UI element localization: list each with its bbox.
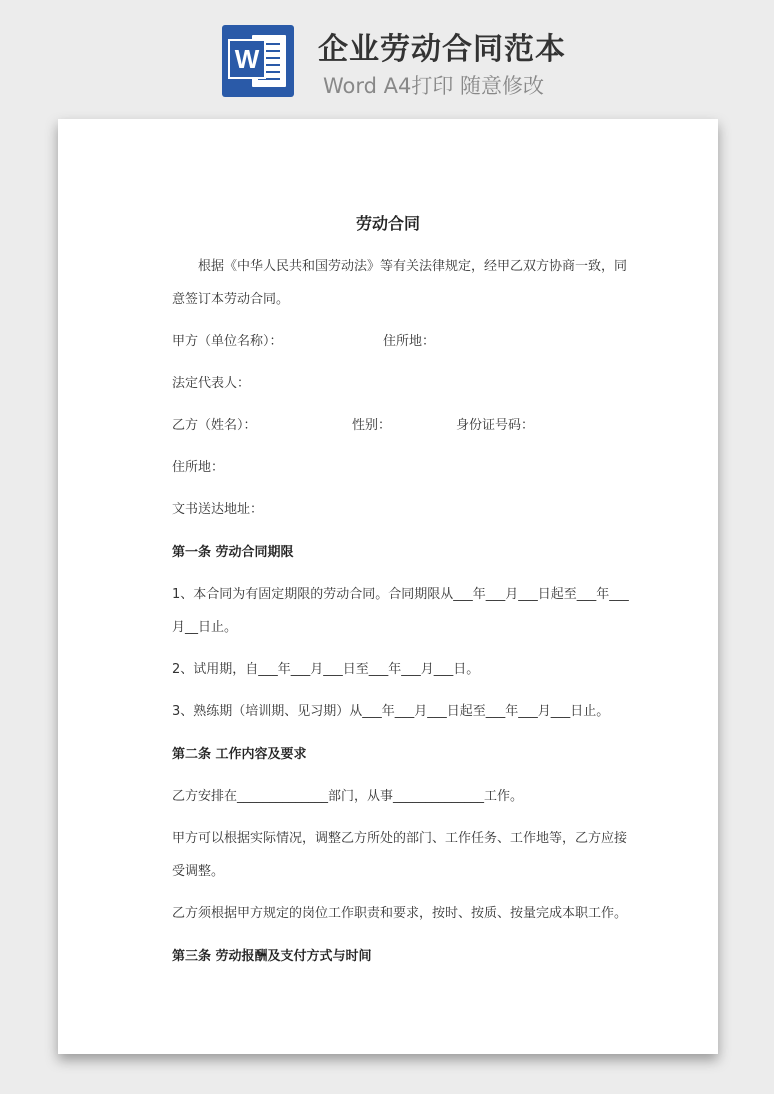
party-b-label: 乙方（姓名）： [172, 418, 257, 433]
article-1-heading: 第一条 劳动合同期限 [172, 545, 294, 560]
party-a-address-label: 住所地： [383, 334, 436, 349]
page-header [0, 0, 774, 110]
article-2-para-2-line-2: 受调整。 [172, 864, 225, 879]
article-1-item-2: 2、试用期，自___年___月___日至___年___月___日。 [172, 662, 480, 677]
intro-line-1: 根据《中华人民共和国劳动法》等有关法律规定，经甲乙双方协商一致，同 [198, 259, 628, 274]
gender-label: 性别： [352, 418, 392, 433]
page-subtitle: Word A4打印 随意修改 [323, 74, 545, 98]
intro-line-2: 意签订本劳动合同。 [172, 292, 290, 307]
page-title: 企业劳动合同范本 [318, 32, 566, 67]
party-b-address-label: 住所地： [172, 460, 225, 475]
article-2-heading: 第二条 工作内容及要求 [172, 747, 307, 762]
article-3-heading: 第三条 劳动报酬及支付方式与时间 [172, 949, 372, 964]
article-1-item-3: 3、熟练期（培训期、见习期）从___年___月___日起至___年___月___日止。 [172, 704, 610, 719]
word-icon-letter: W [228, 39, 266, 79]
id-number-label: 身份证号码： [456, 418, 535, 433]
article-1-item-1-line-1: 1、本合同为有固定期限的劳动合同。合同期限从___年___月___日起至___年___ [172, 587, 629, 602]
document-title: 劳动合同 [355, 214, 420, 233]
article-1-item-1-line-2: 月__日止。 [172, 620, 238, 635]
document-page [58, 119, 718, 1054]
party-a-label: 甲方（单位名称）： [172, 334, 283, 349]
article-2-para-3: 乙方须根据甲方规定的岗位工作职责和要求，按时、按质、按量完成本职工作。 [172, 906, 628, 921]
article-2-para-2-line-1: 甲方可以根据实际情况，调整乙方所处的部门、工作任务、工作地等，乙方应接 [172, 831, 628, 846]
word-icon [222, 25, 294, 97]
delivery-address-label: 文书送达地址： [172, 502, 264, 517]
legal-rep-label: 法定代表人： [172, 376, 251, 391]
article-2-para-1: 乙方安排在______________部门，从事______________工作。 [172, 789, 524, 804]
